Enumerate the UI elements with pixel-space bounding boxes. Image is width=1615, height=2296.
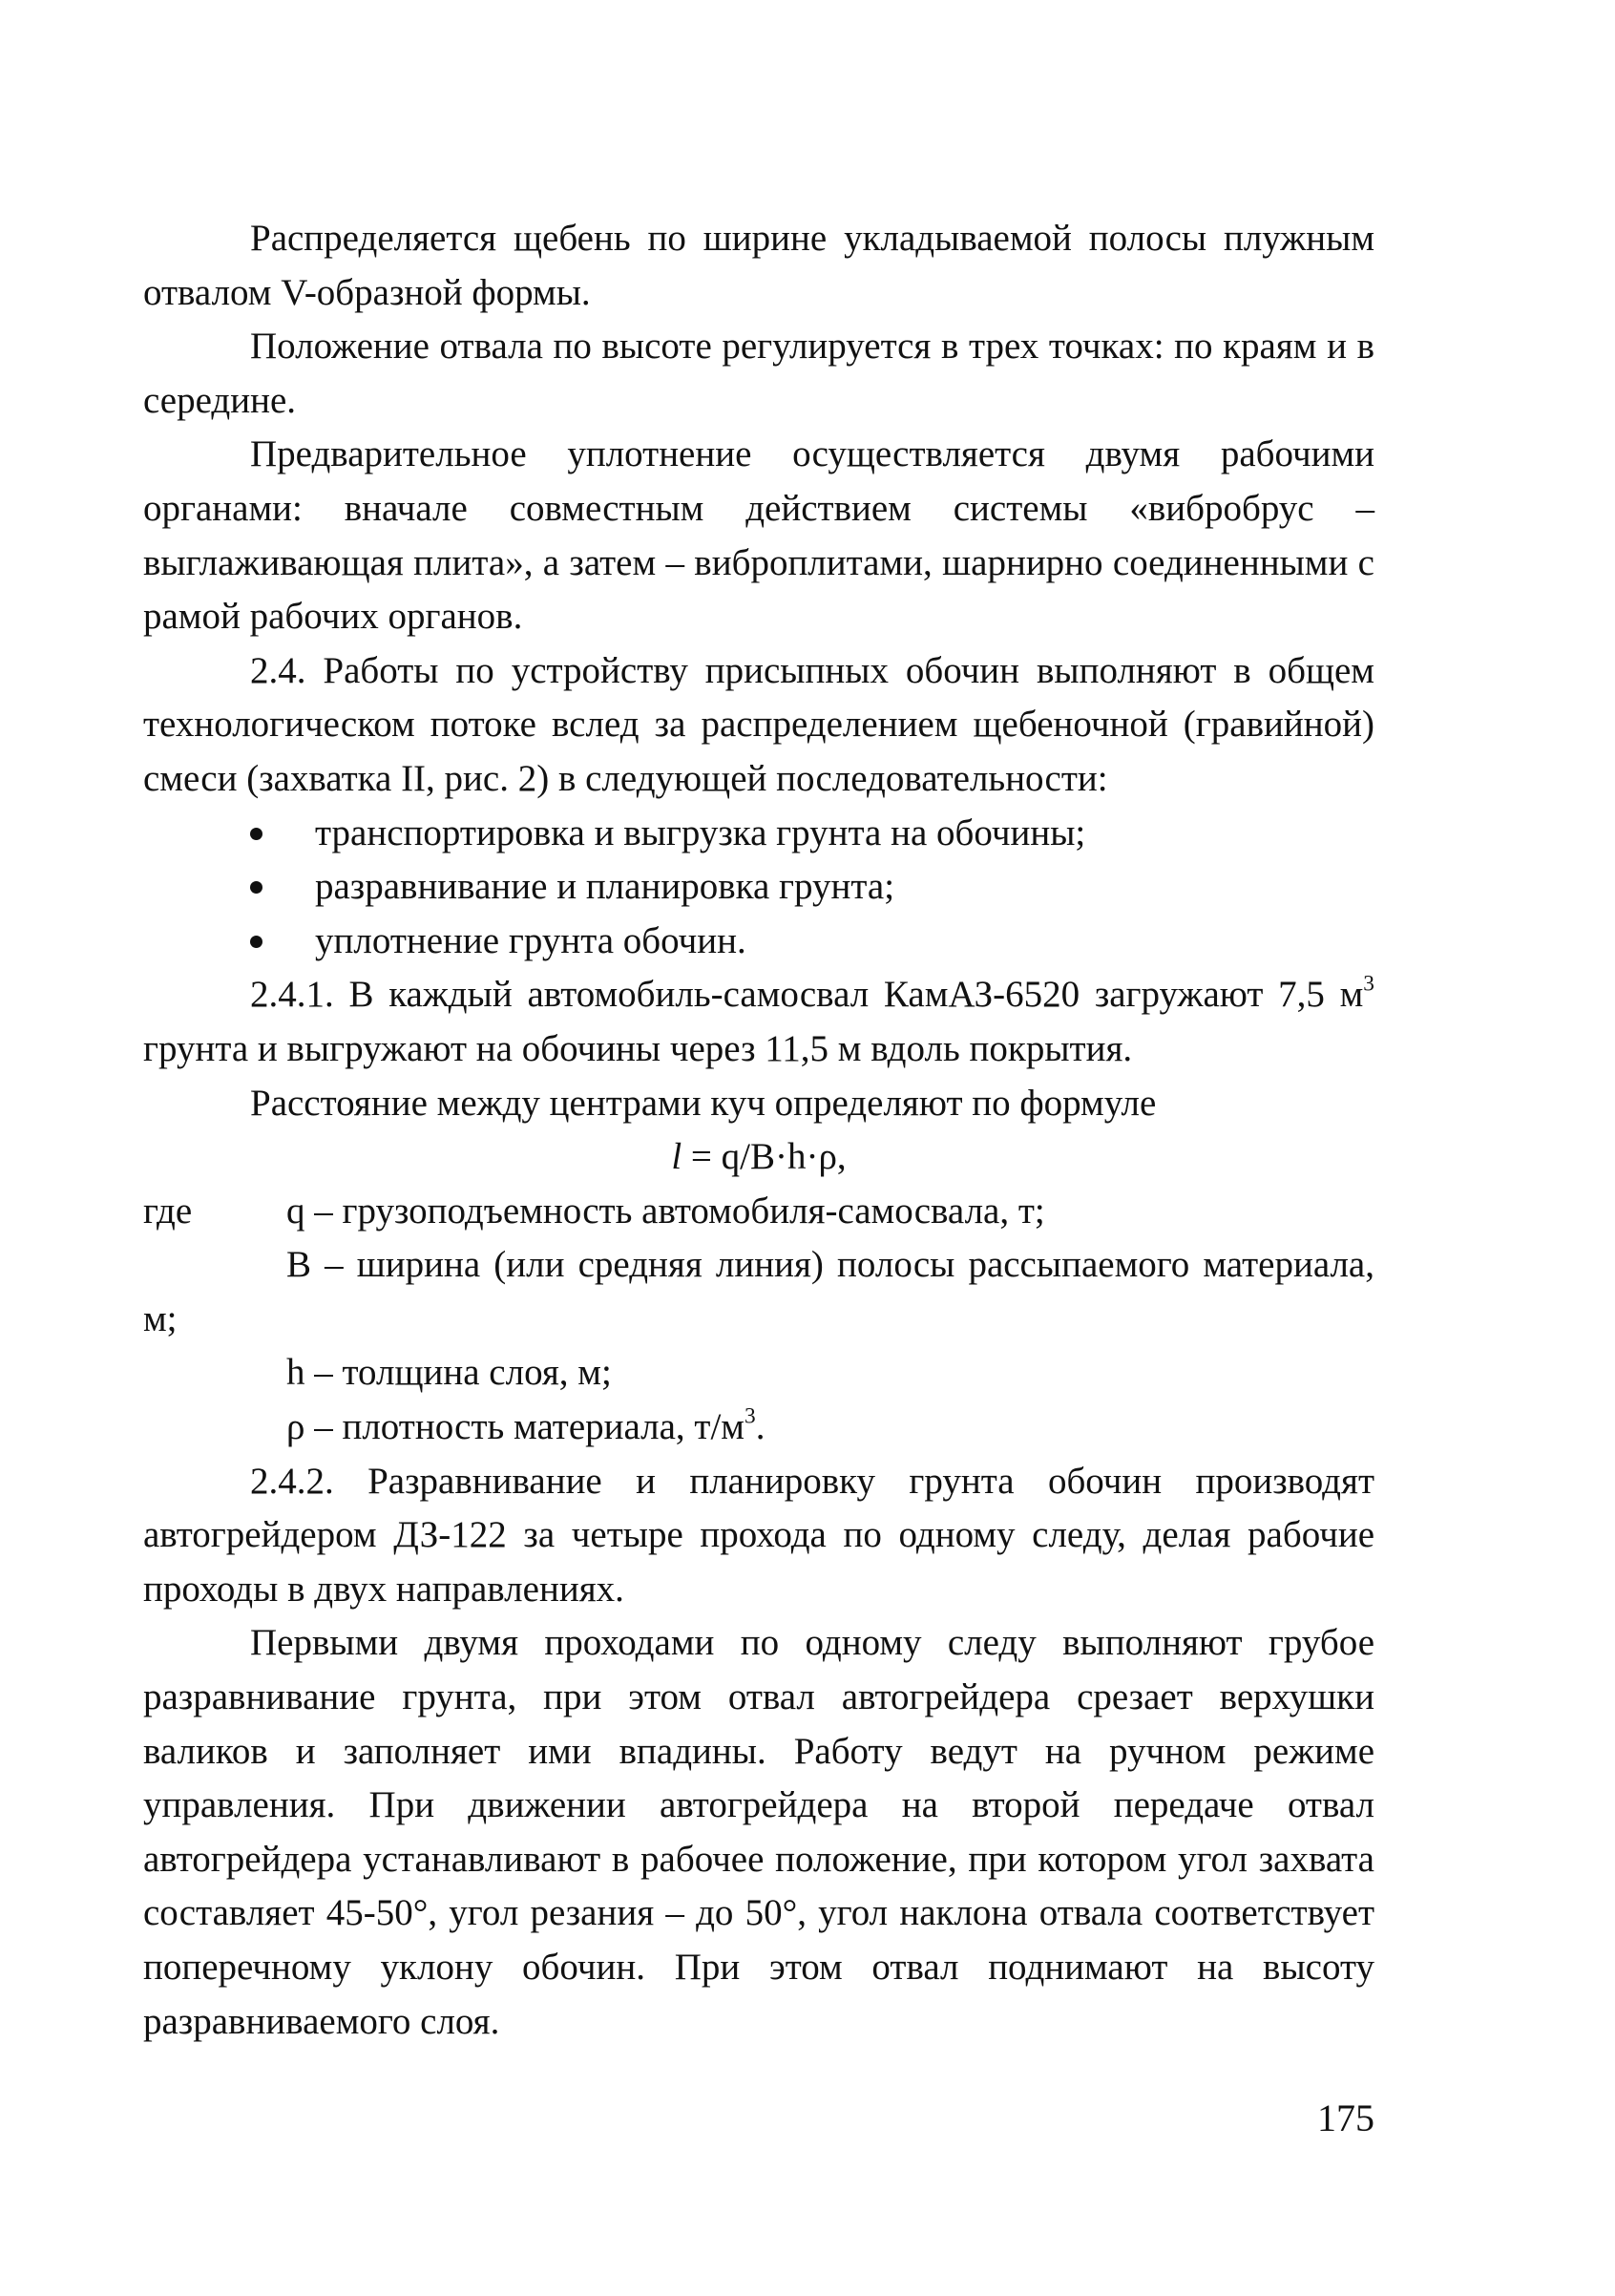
list-item <box>143 915 1374 969</box>
definition-h: h – толщина слоя, м; <box>286 1352 612 1394</box>
paragraph-formula-intro: Расстояние между центрами куч определяют по формуле <box>250 1082 1157 1124</box>
bullet-icon <box>250 936 262 948</box>
bullet-list <box>143 807 1374 969</box>
definition-rho <box>143 1401 1374 1455</box>
paragraph-text: грунта и выгружают на обочины через 11,5 м вдоль покрытия. <box>143 1027 1133 1069</box>
list-item-text: разравнивание и планировка грунта; <box>315 866 895 908</box>
definition-q: q – грузоподъемность автомобиля-самосвала, т; <box>286 1190 1045 1232</box>
list-item <box>143 860 1374 915</box>
paragraph-precompaction: Предварительное уплотнение осуществляется двумя рабочими органами: вначале совместным действием системы «вибробрус – выглаживающая плита», а затем – виброплитами, шарнирно соединенными с рамой рабочих органов. <box>143 433 1374 638</box>
paragraph-spreading: Распределяется щебень по ширине укладываемой полосы плужным отвалом V-образной формы. <box>143 218 1374 313</box>
list-item-text: уплотнение грунта обочин. <box>315 919 746 961</box>
list-item <box>143 807 1374 861</box>
bullet-icon <box>250 881 262 894</box>
paragraph-leveling-passes: Первыми двумя проходами по одному следу выполняют грубое разравнивание грунта, при этом отвал автогрейдера срезает верхушки валиков и заполняет ими впадины. Работу ведут на ручном режиме управления. При движении автогрейдера на второй передаче отвал автогрейдера устанавливают в рабочее положение, при котором угол захвата составляет 45-50°, угол резания – до 50°, угол наклона отвала соответствует поперечному уклону обочин. При этом отвал поднимают на высоту разравниваемого слоя. <box>143 1622 1374 2042</box>
where-word: где <box>143 1190 193 1232</box>
definition-text: ρ – плотность материала, т/м <box>286 1406 745 1448</box>
paragraph-section-2-4-1 <box>143 968 1374 1076</box>
paragraph-section-2-4: 2.4. Работы по устройству присыпных обочин выполняют в общем технологическом потоке вслед за распределением щебеночной (гравийной) смеси (захватка II, рис. 2) в следующей последовательности: <box>143 649 1374 799</box>
formula-expression: = q/B·h·ρ, <box>682 1136 847 1178</box>
paragraph-text: 2.4.1. В каждый автомобиль-самосвал КамАЗ-6520 загружают 7,5 м <box>250 974 1364 1016</box>
formula <box>143 1130 1374 1185</box>
where-row <box>143 1185 1374 1239</box>
superscript: 3 <box>1363 971 1374 997</box>
superscript: 3 <box>744 1403 756 1429</box>
definition-b: B – ширина (или средняя линия) полосы рассыпаемого материала, м; <box>143 1244 1374 1339</box>
page-number: 175 <box>1317 2096 1374 2139</box>
definition-text: . <box>755 1406 766 1448</box>
paragraph-blade-position: Положение отвала по высоте регулируется в трех точках: по краям и в середине. <box>143 326 1374 421</box>
formula-variable: l <box>671 1136 682 1178</box>
body-text <box>143 212 1374 2049</box>
bullet-icon <box>250 828 262 840</box>
paragraph-section-2-4-2: 2.4.2. Разравнивание и планировку грунта обочин производят автогрейдером ДЗ-122 за четыре прохода по одному следу, делая рабочие проходы в двух направлениях. <box>143 1460 1374 1610</box>
list-item-text: транспортировка и выгрузка грунта на обочины; <box>315 811 1086 853</box>
